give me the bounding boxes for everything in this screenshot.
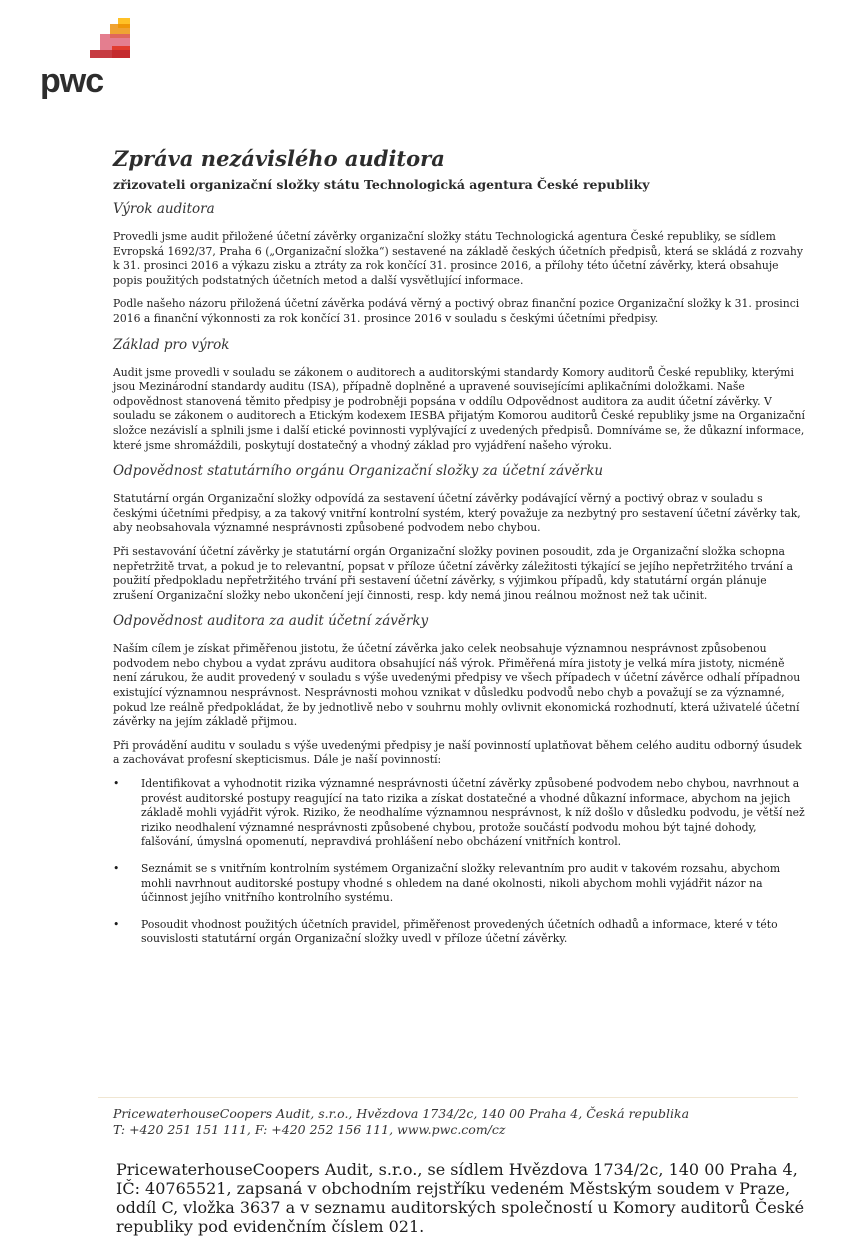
report-subtitle: zřizovateli organizační složky státu Technologická agentura České republiky xyxy=(113,177,650,192)
section-heading: Odpovědnost statutárního orgánu Organizační složky za účetní závěrku xyxy=(113,463,604,480)
footer-contact: T: +420 251 151 111, F: +420 252 156 111, www.pwc.com/cz xyxy=(113,1122,506,1137)
list-item xyxy=(113,862,805,906)
paragraph: Statutární orgán Organizační složky odpovídá za sestavení účetní závěrky podávající věrný a poctivý obraz v souladu s českými účetními předpisy, a za takový vnitřní kontrolní systém, který považuje za nezbytný pro sestavení účetní závěrky tak, aby neobsahovala významné nesprávnosti způsobené podvodem nebo chybou. xyxy=(113,492,801,535)
logo-block-deep-red xyxy=(90,50,130,58)
bullet-icon: • xyxy=(113,917,120,931)
list-item-text: Seznámit se s vnitřním kontrolním systémem Organizační složky relevantním pro audit v takovém rozsahu, abychom mohli navrhnout auditorské postupy vhodné s ohledem na dané okolnosti, nikoli abychom mohli vyjádřit názor na účinnost jejího vnitřního kontrolního systému. xyxy=(141,862,781,905)
report-body xyxy=(113,146,805,959)
list-item xyxy=(113,777,805,850)
footer-divider xyxy=(98,1097,798,1098)
paragraph: Naším cílem je získat přiměřenou jistotu, že účetní závěrka jako celek neobsahuje významnou nesprávnost způsobenou podvodem nebo chybou a vydat zprávu auditora obsahující náš výrok. Přiměřená míra jistoty je velká míra jistoty, nicméně není zárukou, že audit provedený v souladu s výše uvedenými předpisy ve všech případech v účetní závěrce odhalí případnou existující významnou nesprávnost. Nesprávnosti mohou vznikat v důsledku podvodů nebo chyb a považují se za významné, pokud lze reálně předpokládat, že by jednotlivě nebo v souhrnu mohly ovlivnit ekonomická rozhodnutí, která uživatelé účetní závěrky na jejím základě přijmou. xyxy=(113,642,801,729)
pwc-logo-text: pwc xyxy=(40,62,104,100)
list-item xyxy=(113,918,805,947)
paragraph: Audit jsme provedli v souladu se zákonem o auditorech a auditorskými standardy Komory auditorů České republiky, kterými jsou Mezinárodní standardy auditu (ISA), případně doplněné a upravené souvisejícími aplikačními doložkami. Naše odpovědnost stanovená těmito předpisy je podrobněji popsána v oddílu Odpovědnost auditora za audit účetní závěrky. V souladu se zákonem o auditorech a Etickým kodexem IESBA přijatým Komorou auditorů České republiky jsme na Organizační složce nezávislí a splnili jsme i další etické povinnosti vyplývající z uvedených předpisů. Domníváme se, že důkazní informace, které jsme shromáždili, poskytují dostatečný a vhodný základ pro vyjádření našeho výroku. xyxy=(113,365,805,452)
report-title: Zpráva nezávislého auditora xyxy=(113,146,445,171)
footer-company-address: PricewaterhouseCoopers Audit, s.r.o., Hvězdova 1734/2c, 140 00 Praha 4, Česká republika xyxy=(113,1106,690,1121)
section-management-responsibility xyxy=(113,462,805,603)
list-item-text: Posoudit vhodnost použitých účetních pravidel, přiměřenost provedených účetních odhadů a informace, které v této souvislosti statutární orgán Organizační složky uvedl v příloze účetní závěrky. xyxy=(141,917,778,946)
section-auditor-responsibility xyxy=(113,612,805,947)
footer-legal-text: PricewaterhouseCoopers Audit, s.r.o., se sídlem Hvězdova 1734/2c, 140 00 Praha 4, IČ: 40765521, zapsaná v obchodním rejstříku vedeném Městským soudem v Praze, oddíl C, vložka 3637 a v seznamu auditorských společností u Komory auditorů České republiky pod evidenčním číslem 021. xyxy=(116,1160,805,1236)
responsibility-list xyxy=(113,777,805,947)
section-heading: Výrok auditora xyxy=(113,201,215,217)
paragraph: Při provádění auditu v souladu s výše uvedenými předpisy je naší povinností uplatňovat během celého auditu odborný úsudek a zachovávat profesní skepticismus. Dále je naší povinností: xyxy=(113,738,802,767)
list-item-text: Identifikovat a vyhodnotit rizika významné nesprávnosti účetní závěrky způsobené podvodem nebo chybou, navrhnout a provést auditorské postupy reagující na tato rizika a získat dostatečné a vhodné důkazní informace, abychom na jejich základě mohli vyjádřit výrok. Riziko, že neodhalíme významnou nesprávnost, k níž došlo v důsledku podvodu, je větší než riziko neodhalení významné nesprávnosti způsobené chybou, protože součástí podvodu mohou být tajné dohody, falšování, úmyslná opomenutí, nepravdivá prohlášení nebo obcházení vnitřních kontrol. xyxy=(141,777,805,849)
bullet-icon: • xyxy=(113,777,120,791)
section-heading: Odpovědnost auditora za audit účetní závěrky xyxy=(113,613,429,630)
section-heading: Základ pro výrok xyxy=(113,336,230,353)
footer-address xyxy=(113,1106,805,1138)
section-basis xyxy=(113,336,805,454)
paragraph: Při sestavování účetní závěrky je statutární orgán Organizační složky povinen posoudit, zda je Organizační složka schopna nepřetržitě trvat, a pokud je to relevantní, popsat v příloze účetní závěrky záležitosti týkající se jejího nepřetržitého trvání a použití předpokladu nepřetržitého trvání při sestavení účetní závěrky, s výjimkou případů, kdy statutární orgán plánuje zrušení Organizační složky nebo ukončení její činnosti, resp. kdy nemá jinou reálnou možnost než tak učinit. xyxy=(113,544,793,602)
section-opinion xyxy=(113,200,805,327)
bullet-icon: • xyxy=(113,862,120,875)
footer-legal xyxy=(116,1160,816,1236)
paragraph: Podle našeho názoru přiložená účetní závěrka podává věrný a poctivý obraz finanční pozice Organizační složky k 31. prosinci 2016 a finanční výkonnosti za rok končící 31. prosince 2016 v souladu s českými účetními předpisy. xyxy=(113,297,800,325)
paragraph: Provedli jsme audit přiložené účetní závěrky organizační složky státu Technologická agentura České republiky, se sídlem Evropská 1692/37, Praha 6 („Organizační složka“) sestavené na základě českých účetních předpisů, která se skládá z rozvahy k 31. prosinci 2016 a výkazu zisku a ztráty za rok končící 31. prosince 2016, a přílohy této účetní závěrky, která obsahuje popis použitých podstatných účetních metod a další vysvětlující informace. xyxy=(113,230,803,287)
